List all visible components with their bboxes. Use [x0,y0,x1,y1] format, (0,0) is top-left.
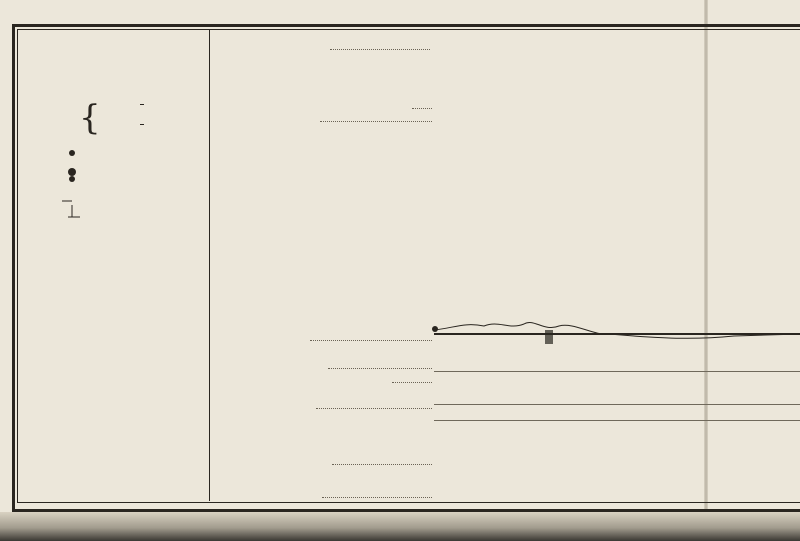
leader-dots [412,108,432,109]
leader-dots [322,497,432,498]
legend-divider [209,30,210,501]
inner-frame [17,29,800,503]
courbes-row-line-2 [434,420,800,421]
hauteurs-num [140,124,144,125]
scale-brace: { [79,98,101,138]
water-station-symbol-icon-2 [69,176,75,182]
leader-dots [392,382,432,383]
paliers-row-line [434,371,800,372]
leader-dots [310,340,432,341]
courbes-row-line [434,404,800,405]
leader-dots [316,408,432,409]
leader-dots [332,464,432,465]
station-symbol-icon [69,150,75,156]
page-bottom-shadow [0,512,800,541]
longueurs-scale [140,104,144,105]
hauteurs-scale [140,124,144,125]
leader-dots [330,49,430,50]
leader-dots [320,121,432,122]
leader-dots [328,368,432,369]
longueurs-num [140,104,144,105]
water-station-symbol-icon [68,168,76,176]
paris-station-icon [432,326,438,332]
level-crossing-symbol-icon [60,197,82,219]
terrain-profile [434,300,800,350]
